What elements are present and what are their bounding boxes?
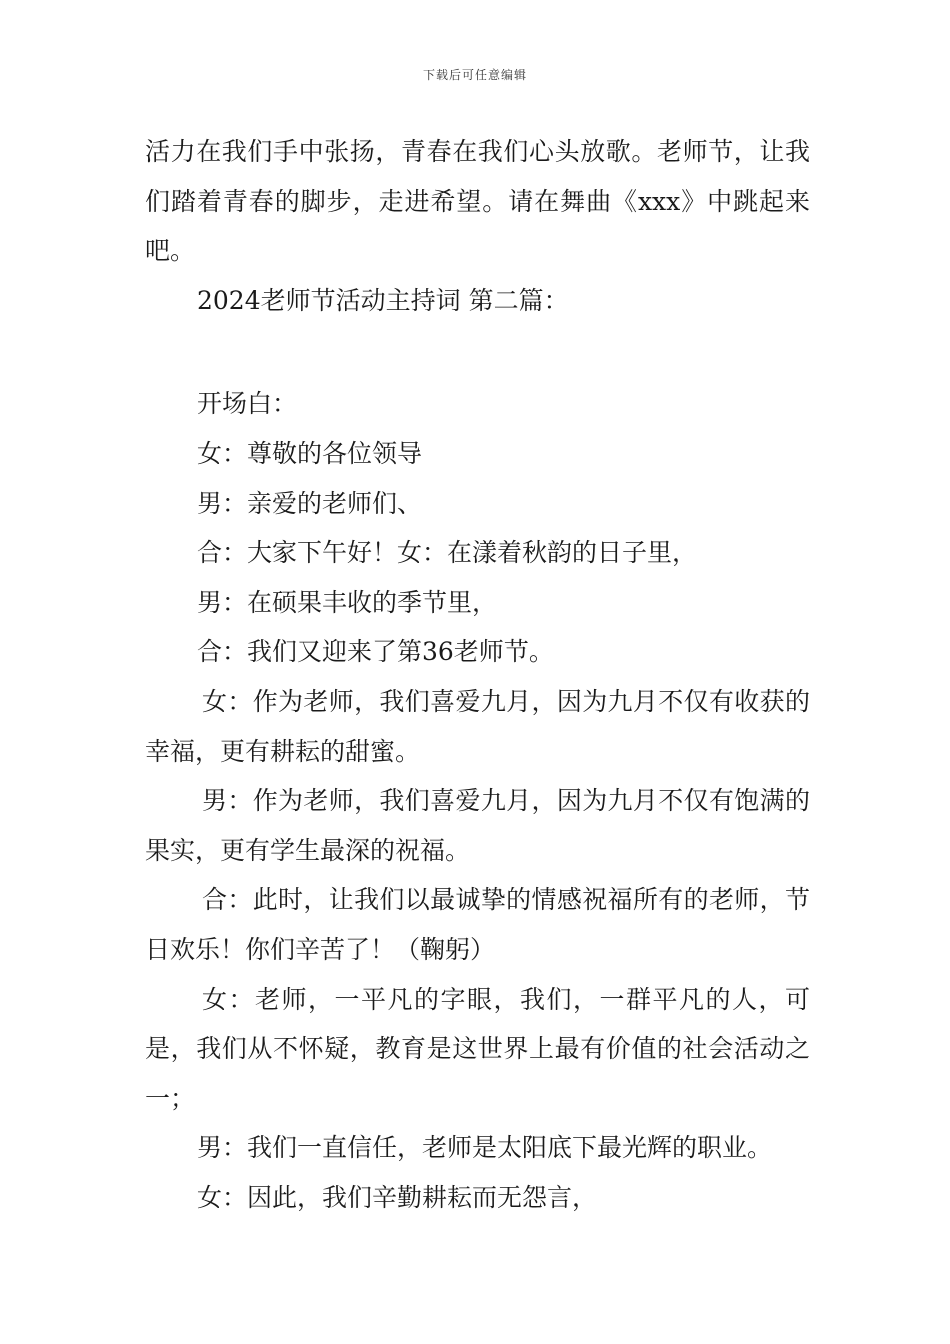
paragraph-line: 女：尊敬的各位领导	[197, 438, 423, 468]
paragraph-line: 男：亲爱的老师们、	[197, 488, 423, 518]
paragraph-line: 合：我们又迎来了第36老师节。	[197, 637, 554, 667]
document-body	[145, 127, 810, 1222]
blank-spacer	[145, 325, 810, 379]
paragraph-opening: 活力在我们手中张扬，青春在我们心头放歌。老师节，让我们踏着青春的脚步，走进希望。请在舞曲《xxx》中跳起来吧。	[145, 137, 810, 266]
paragraph-line: 男：作为老师，我们喜爱九月，因为九月不仅有饱满的果实，更有学生最深的祝福。	[145, 786, 810, 865]
paragraph-line: 女：老师，一平凡的字眼，我们，一群平凡的人，可是，我们从不怀疑，教育是这世界上最有价值的社会活动之一；	[145, 984, 810, 1113]
paragraph-line: 男：我们一直信任，老师是太阳底下最光辉的职业。	[197, 1133, 773, 1163]
paragraph-line: 女：因此，我们辛勤耕耘而无怨言，	[197, 1182, 598, 1212]
paragraph-line: 开场白：	[197, 389, 298, 419]
paragraph-line: 合：大家下午好！女：在漾着秋韵的日子里，	[197, 538, 698, 568]
page-header-note: 下载后可任意编辑	[422, 68, 527, 82]
paragraph-line: 合：此时，让我们以最诚挚的情感祝福所有的老师，节日欢乐！你们辛苦了！（鞠躬）	[145, 885, 810, 964]
section-title: 2024老师节活动主持词 第二篇：	[197, 285, 569, 315]
paragraph-line: 女：作为老师，我们喜爱九月，因为九月不仅有收获的幸福，更有耕耘的甜蜜。	[145, 686, 810, 766]
paragraph-line: 男：在硕果丰收的季节里，	[197, 587, 498, 617]
